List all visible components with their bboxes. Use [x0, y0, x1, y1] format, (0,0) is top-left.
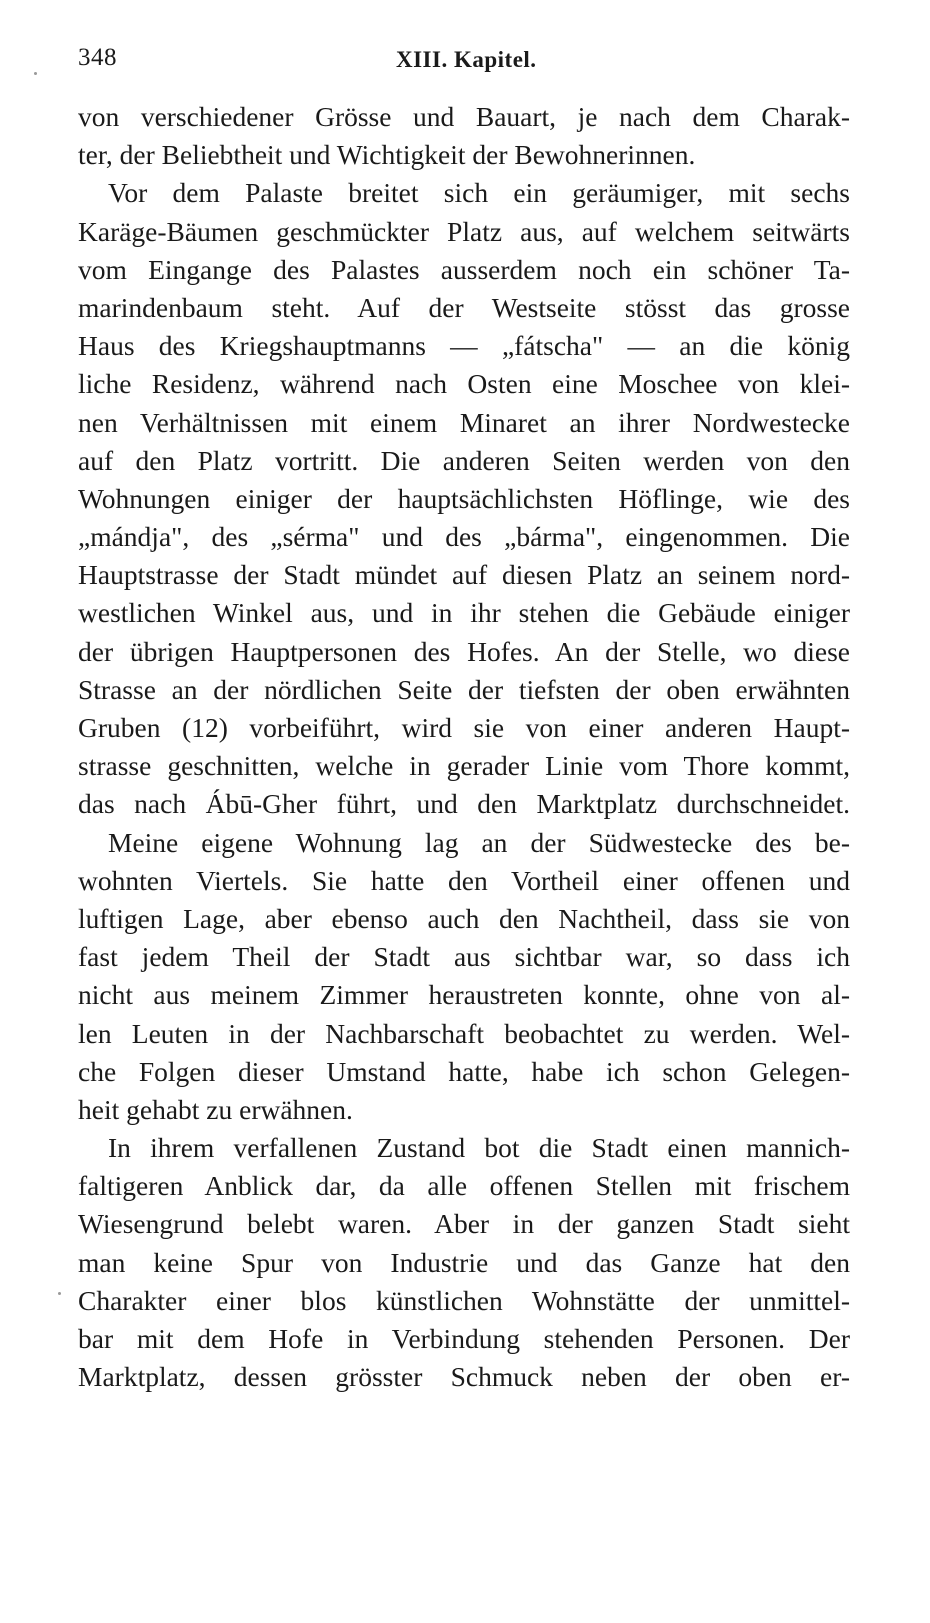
text-line: „mándja", des „sérma" und des „bárma", eingenommen. Die	[78, 521, 850, 553]
text-line: heit gehabt zu erwähnen.	[78, 1093, 353, 1125]
text-line: bar mit dem Hofe in Verbindung stehenden Personen. Der	[78, 1323, 850, 1354]
text-line: Hauptstrasse der Stadt mündet auf diesen Platz an seinem nord-	[78, 559, 850, 591]
text-line: man keine Spur von Industrie und das Ganze hat den	[78, 1246, 850, 1278]
text-line: Karäge-Bäumen geschmückter Platz aus, auf welchem seitwärts	[78, 215, 850, 247]
text-line: fast jedem Theil der Stadt aus sichtbar war, so dass ich	[78, 941, 850, 973]
text-line: nicht aus meinem Zimmer heraustreten konnte, ohne von al-	[78, 979, 850, 1011]
text-line: Meine eigene Wohnung lag an der Südwestecke des be-	[108, 826, 850, 858]
text-line: nen Verhältnissen mit einem Minaret an ihrer Nordwestecke	[78, 406, 850, 438]
text-line: marindenbaum steht. Auf der Westseite stösst das grosse	[78, 291, 850, 323]
text-line: Vor dem Palaste breitet sich ein geräumiger, mit sechs	[108, 177, 850, 209]
text-line: Charakter einer blos künstlichen Wohnstätte der unmittel-	[78, 1284, 850, 1316]
text-line: len Leuten in der Nachbarschaft beobachtet zu werden. Wel-	[78, 1017, 850, 1049]
text-line: Wohnungen einiger der hauptsächlichsten Höflinge, wie des	[78, 482, 850, 514]
text-line: von verschiedener Grösse und Bauart, je nach dem Charak-	[78, 101, 850, 132]
text-line: Marktplatz, dessen grösster Schmuck neben der oben er-	[78, 1361, 850, 1393]
page-number: 348	[78, 44, 117, 71]
page-header	[78, 44, 852, 78]
text-line: che Folgen dieser Umstand hatte, habe ich schon Gelegen-	[78, 1055, 850, 1087]
text-line: der übrigen Hauptpersonen des Hofes. An der Stelle, wo diese	[78, 635, 850, 667]
text-line: Haus des Kriegshauptmanns — „fátscha" — an die könig	[78, 330, 850, 362]
scan-speck	[58, 1292, 61, 1295]
text-line: faltigeren Anblick dar, da alle offenen Stellen mit frischem	[78, 1170, 850, 1202]
body-text	[78, 98, 850, 1396]
text-line: Gruben (12) vorbeiführt, wird sie von einer anderen Haupt-	[78, 712, 850, 743]
text-line: Strasse an der nördlichen Seite der tiefsten der oben erwähnten	[78, 673, 850, 705]
text-line: strasse geschnitten, welche in gerader Linie vom Thore kommt,	[78, 750, 850, 782]
text-line: liche Residenz, während nach Osten eine Moschee von klei-	[78, 368, 850, 400]
text-line: auf den Platz vortritt. Die anderen Seiten werden von den	[78, 444, 850, 476]
text-line: ter, der Beliebtheit und Wichtigkeit der Bewohnerinnen.	[78, 139, 696, 171]
running-head: XIII. Kapitel.	[396, 47, 537, 72]
text-line: wohnten Viertels. Sie hatte den Vortheil einer offenen und	[78, 864, 850, 896]
text-line: Wiesengrund belebt waren. Aber in der ganzen Stadt sieht	[78, 1208, 850, 1240]
scan-speck	[34, 72, 37, 75]
text-line: vom Eingange des Palastes ausserdem noch ein schöner Ta-	[78, 253, 850, 285]
text-line: In ihrem verfallenen Zustand bot die Stadt einen mannich-	[108, 1132, 850, 1164]
text-line: das nach Ábū-Gher führt, und den Marktplatz durchschneidet.	[78, 788, 850, 820]
text-line: luftigen Lage, aber ebenso auch den Nachtheil, dass sie von	[78, 902, 850, 934]
text-line: westlichen Winkel aus, und in ihr stehen die Gebäude einiger	[78, 597, 850, 629]
